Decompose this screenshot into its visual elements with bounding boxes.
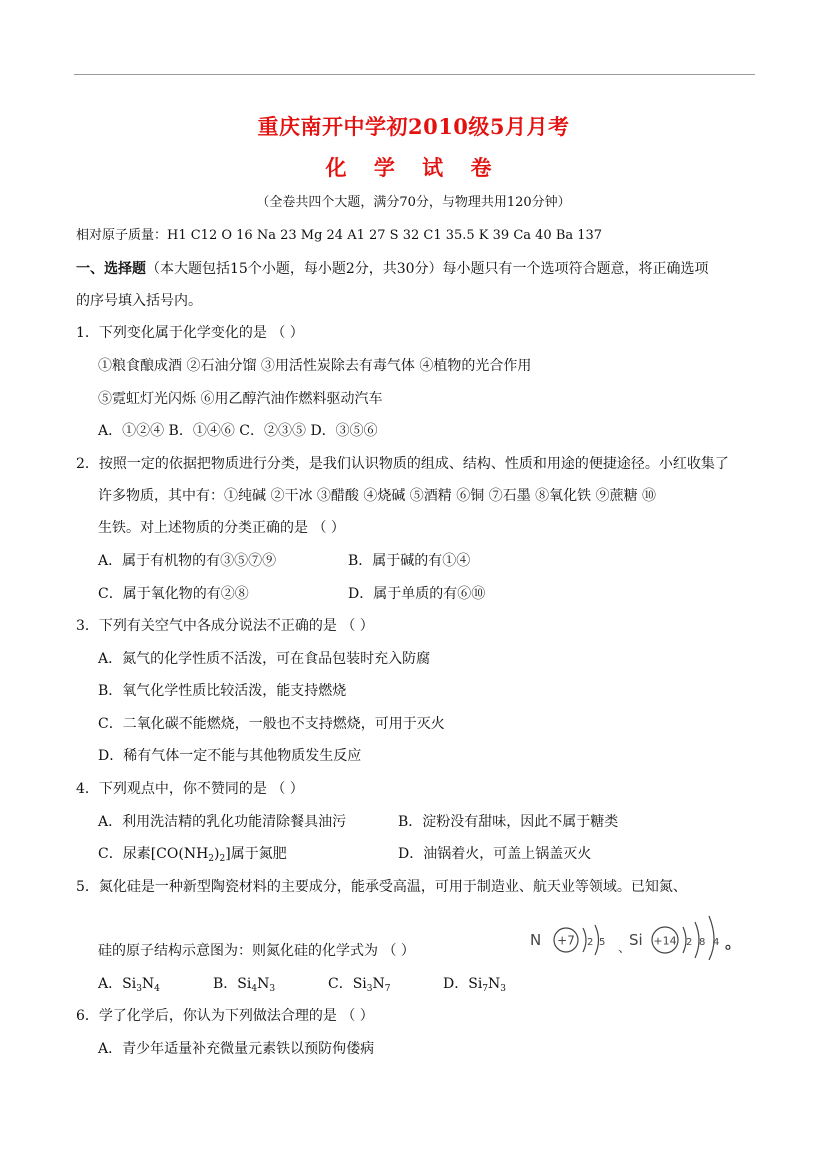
q2-choice-a: A．属于有机物的有③⑤⑦⑨ (98, 553, 277, 569)
section1-label: 一、选择题 (76, 261, 146, 277)
q5-stem2: 硅的原子结构示意图为：则氮化硅的化学式为 （ ） (98, 943, 415, 959)
q6-stem: 6．学了化学后，你认为下列做法合理的是 （ ） (76, 1008, 374, 1024)
q3-choice-b: B．氧气化学性质比较活泼，能支持燃烧 (98, 683, 347, 699)
n-nucleus-charge: +7 (557, 933, 575, 948)
q2-choice-b: B．属于碱的有①④ (348, 553, 471, 569)
q2-stem: 2．按照一定的依据把物质进行分类，是我们认识物质的组成、结构、性质和用途的便捷途径。小红收集了 (76, 456, 729, 472)
q5-choice-a: A．$Si_3N_4$ (98, 976, 160, 994)
section1-header (76, 260, 709, 278)
q2-choice-c: C．属于氧化物的有②⑧ (98, 586, 249, 602)
atomic-structure-diagram (526, 908, 756, 960)
q4-choice-d: D．油锅着火，可盖上锅盖灭火 (398, 846, 592, 862)
q4-stem: 4．下列观点中，你不赞同的是 （ ） (76, 781, 304, 797)
q5-choice-b: B．$Si_4N_3$ (213, 976, 276, 994)
q5-choice-d: D．$Si_7N_3$ (443, 976, 507, 994)
n-shell-2 (595, 925, 599, 955)
q4-choice-c: C．尿素$[CO(NH_2)_2]$属于氮肥 (98, 846, 287, 864)
section1-desc: （本大题包括15个小题，每小题2分，共30分）每小题只有一个选项符合题意，将正确选项 (146, 261, 709, 277)
atomic-masses: 相对原子质量：H1 C12 O 16 Na 23 Mg 24 A1 27 S 32 C1 35.5 K 39 Ca 40 Ba 137 (76, 228, 603, 243)
q1-choices: A．①②④ B．①④⑥ C．②③⑤ D．③⑤⑥ (98, 423, 378, 439)
n-symbol: N (530, 931, 542, 949)
q1-items2: ⑤霓虹灯光闪烁 ⑥用乙醇汽油作燃料驱动汽车 (98, 391, 383, 407)
q2-stem2: 许多物质，其中有：①纯碱 ②干冰 ③醋酸 ④烧碱 ⑤酒精 ⑥铜 ⑦石墨 ⑧氧化铁 ⑨蔗糖 ⑩ (98, 488, 657, 504)
si-electrons-1: 2 (686, 937, 693, 948)
q3-choice-a: A．氮气的化学性质不活泼，可在食品包装时充入防腐 (98, 651, 431, 667)
q1-items1: ①粮食酿成酒 ②石油分馏 ③用活性炭除去有毒气体 ④植物的光合作用 (98, 358, 532, 374)
n-shell-1 (583, 928, 586, 952)
q5-stem: 5．氮化硅是一种新型陶瓷材料的主要成分，能承受高温，可用于制造业、航天业等领域。已知氮、 (76, 879, 687, 895)
section1-desc2: 的序号填入括号内。 (76, 293, 202, 309)
si-electrons-2: 8 (699, 937, 706, 948)
exam-title: 重庆南开中学初2010级5月月考 (257, 114, 570, 139)
q5-choice-c: C．$Si_3N_7$ (328, 976, 391, 994)
diagram-end-mark: 。 (725, 933, 742, 952)
si-electrons-3: 4 (713, 937, 720, 948)
q3-choice-d: D．稀有气体一定不能与其他物质发生反应 (98, 748, 362, 764)
header-rule (74, 74, 755, 75)
q4-choice-a: A．利用洗洁精的乳化功能清除餐具油污 (98, 814, 347, 830)
diagram-separator: 、 (618, 941, 632, 956)
q6-choice-a: A．青少年适量补充微量元素铁以预防佝偻病 (98, 1041, 375, 1057)
q2-choice-d: D．属于单质的有⑥⑩ (348, 586, 486, 602)
q2-stem3: 生铁。对上述物质的分类正确的是 （ ） (98, 520, 345, 536)
n-electrons-2: 5 (599, 937, 606, 948)
exam-note: （全卷共四个大题，满分70分，与物理共用120分钟） (256, 195, 571, 210)
exam-subtitle: 化 学 试 卷 (325, 155, 502, 180)
q3-choice-c: C．二氧化碳不能燃烧，一般也不支持燃烧，可用于灭火 (98, 716, 445, 732)
si-symbol: Si (629, 931, 643, 949)
n-electrons-1: 2 (587, 937, 594, 948)
q1-stem: 1．下列变化属于化学变化的是 （ ） (76, 325, 304, 341)
q3-stem: 3．下列有关空气中各成分说法不正确的是 （ ） (76, 618, 374, 634)
si-nucleus-charge: +14 (653, 934, 677, 948)
q4-choice-b: B．淀粉没有甜味，因此不属于糖类 (398, 814, 619, 830)
